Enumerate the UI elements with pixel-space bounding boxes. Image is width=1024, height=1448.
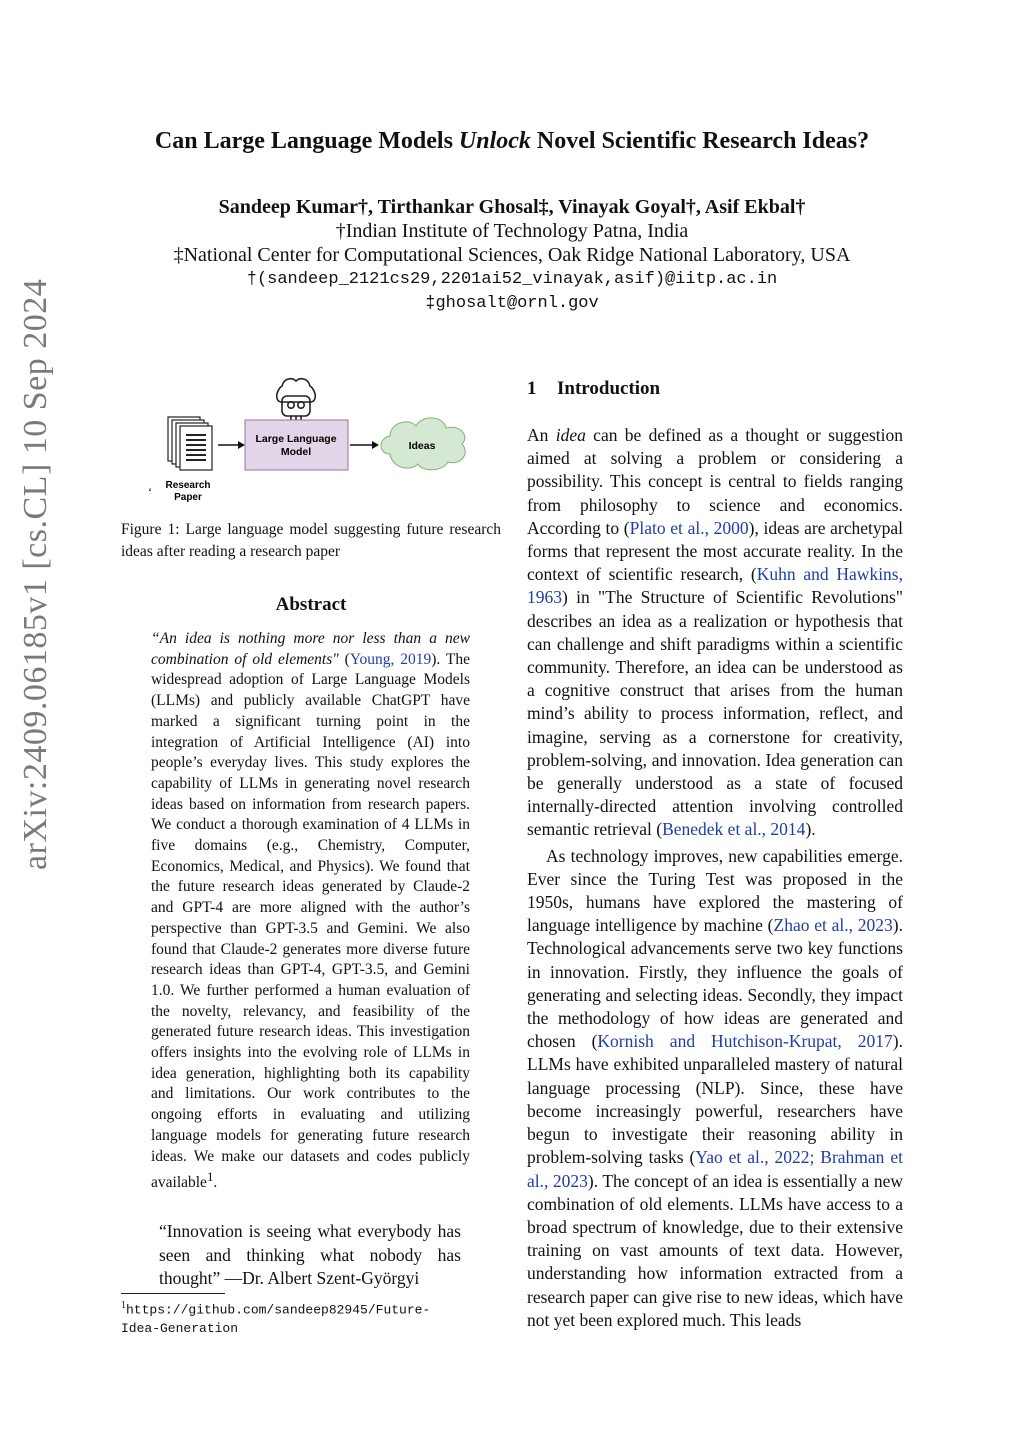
abstract-text: The widespread adoption of Large Language Models (LLMs) and publicly available ChatGPT have marked a significant turning point in the integration of Artificial Intelligence (AI) into people’s everyday lives. This study explores the capability of LLMs in generating novel research ideas based on information from research papers. We conduct a thorough examination of 4 LLMs in five domains (e.g., Chemistry, Computer, Economics, Medical, and Physics). We found that the future research ideas generated by Claude-2 and GPT-4 are more aligned with the author’s perspective than GPT-3.5 and Gemini. We also found that Claude-2 generates more diverse future research ideas than GPT-4, GPT-3.5, and Gemini 1.0. We further performed a human evaluation of the novelty, relevancy, and feasibility of the generated future research ideas. This investigation offers insights into the evolving role of LLMs in idea generation, highlighting both its capability and limitations. Our work contributes to the ongoing efforts in evaluating and utilizing language models for generating future research ideas. We make our datasets and codes publicly available [151, 650, 470, 1192]
citation-young-2019[interactable]: Young, 2019 [349, 650, 432, 668]
citation-plato-2000[interactable]: Plato et al., 2000 [629, 517, 749, 538]
citation-zhao-2023[interactable]: Zhao et al., 2023 [773, 915, 893, 936]
section-number: 1 [527, 378, 537, 399]
epigraph-quote: “Innovation is seeing what everybody has seen and thinking what nobody has thought” —Dr. Albert Szent-Györgyi [159, 1221, 461, 1288]
ideas-label: Ideas [408, 440, 436, 452]
footnote-url-link[interactable]: https://github.com/sandeep82945/Future-Idea-Generation [121, 1302, 431, 1337]
email-ornl: ‡ghosalt@ornl.gov [425, 294, 599, 313]
intro-paragraph-1: An idea can be defined as a thought or suggestion aimed at solving a problem or considering a possibility. This concept is central to fields ranging from philosophy to science and economics. According to (Plato et al., 2000), ideas are archetypal forms that represent the most accurate reality. In the context of scientific research, (Kuhn and Hawkins, 1963) in "The Structure of Scientific Revolutions" describes an idea as a realization or hypothesis that can challenge and shift paradigms within a scientific community. Therefore, an idea can be understood as a cognitive construct that arises from the human mind’s ability to process information, reflect, and imagine, serving as a cornerstone for creativity, problem-solving, and innovation. Idea generation can be generally understood as a state of focused internally-directed attention involving controlled semantic retrieval (Benedek et al., 2014). [527, 425, 904, 840]
introduction-body [527, 424, 903, 1332]
affiliation-iit-patna: †Indian Institute of Technology Patna, India [335, 220, 689, 242]
affiliation-ornl: ‡National Center for Computational Sciences, Oak Ridge National Laboratory, USA [173, 244, 851, 266]
citation-benedek-2014[interactable]: Benedek et al., 2014 [662, 819, 806, 840]
research-paper-label-2: Paper [174, 492, 202, 503]
llm-label-line2: Model [280, 446, 312, 458]
intro-paragraph-2: As technology improves, new capabilities emerge. Ever since the Turing Test was proposed in the 1950s, humans have explored the mastering of language intelligence by machine (Zhao et al., 2023). Technological advancements serve two key functions in innovation. Firstly, they influence the goals of generating and selecting ideas. Secondly, they impact the methodology of how ideas are generated and chosen (Kornish and Hutchison-Krupat, 2017). LLMs have exhibited unparalleled mastery of natural language processing (NLP). Since, these have become increasingly powerful, researchers have begun to investigate their reasoning ability in problem-solving tasks (Yao et al., 2022; Brahman et al., 2023). The concept of an idea is essentially a new combination of old elements. LLMs have access to a broad spectrum of knowledge, due to their extensive training on vast amounts of text data. However, understanding how information extracted from a research paper can give rise to new ideas, which have not yet been explored much. This leads [527, 845, 903, 1330]
author-list: Sandeep Kumar†, Tirthankar Ghosal‡, Vinayak Goyal†, Asif Ekbal† [218, 196, 806, 218]
footnote-rule [121, 1293, 225, 1294]
section-title: Introduction [557, 378, 661, 399]
abstract-heading: Abstract [275, 594, 347, 615]
citation-kuhn-1963[interactable]: Kuhn and Hawkins, 1963 [527, 564, 903, 608]
footnote-mark: 1 [121, 1300, 126, 1311]
paper-title: Can Large Language Models Unlock Novel Scientific Research Ideas? [154, 128, 870, 154]
arxiv-identifier-stamp: arXiv:2409.06185v1 [cs.CL] 10 Sep 2024 [17, 278, 54, 870]
llm-label-line1: Large Language [255, 433, 337, 445]
citation-kornish-2017[interactable]: Kornish and Hutchison-Krupat, 2017 [597, 1031, 893, 1052]
robot-brain-icon [277, 379, 316, 420]
footnote-ref-1[interactable]: 1 [206, 1169, 214, 1185]
citation-yao-brahman[interactable]: Yao et al., 2022; Brahman et al., 2023 [527, 1147, 903, 1191]
figure-1-caption: Figure 1: Large language model suggesting future research ideas after reading a research paper [121, 521, 501, 560]
section-heading-introduction [527, 378, 660, 400]
research-paper-label: Research [165, 480, 211, 491]
figure-1-diagram [120, 372, 500, 512]
arrow-model-to-ideas [350, 441, 379, 449]
stray-mark: ‘ [148, 485, 152, 499]
abstract-body: “An idea is nothing more nor less than a new combination of old elements" (Young, 2019). The widespread adoption of Large Language Models (LLMs) and publicly available ChatGPT have marked a significant turning point in the integration of Artificial Intelligence (AI) into people’s everyday lives. This study explores the capability of LLMs in generating novel research ideas based on information from research papers. We conduct a thorough examination of 4 LLMs in five domains (e.g., Chemistry, Computer, Economics, Medical, and Physics). We found that the future research ideas generated by Claude-2 and GPT-4 are more aligned with the author’s perspective than GPT-3.5 and Gemini. We also found that Claude-2 generates more diverse future research ideas than GPT-4, GPT-3.5, and Gemini 1.0. We further performed a human evaluation of the novelty, relevancy, and feasibility of the generated future research ideas. This investigation offers insights into the evolving role of LLMs in idea generation, highlighting both its capability and limitations. Our work contributes to the ongoing efforts in evaluating and utilizing language models for generating future research ideas. We make our datasets and codes publicly available$^1$. [151, 630, 470, 1192]
research-paper-icon [168, 417, 212, 470]
arrow-paper-to-model [218, 441, 245, 449]
footnote-1 [121, 1297, 451, 1338]
llm-box [245, 420, 348, 470]
email-iitp: †(sandeep_2121cs29,2201ai52_vinayak,asif)@iitp.ac.in [246, 270, 778, 289]
abstract-opening-quote: “An idea is nothing more nor less than a new combination of old elements" [151, 630, 470, 668]
